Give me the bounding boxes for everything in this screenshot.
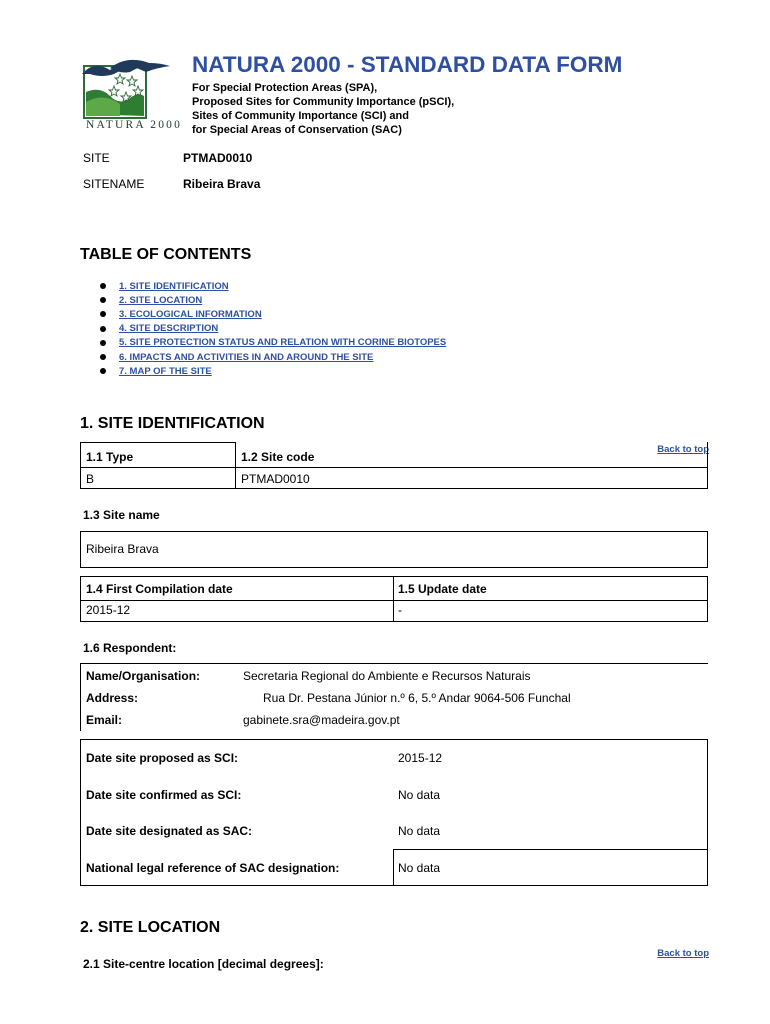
update-date-label: 1.5 Update date [398, 582, 487, 596]
back-to-top-link[interactable]: Back to top [657, 444, 709, 455]
toc-link-site-description[interactable]: 4. SITE DESCRIPTION [119, 323, 219, 335]
toc-item [100, 336, 446, 350]
toc-list [100, 279, 446, 378]
bullet-icon [100, 354, 106, 360]
organisation-label: Name/Organisation: [86, 669, 201, 683]
site-code-label: 1.2 Site code [241, 450, 315, 464]
subtitle-line: Proposed Sites for Community Importance (pSCI), [192, 96, 455, 108]
toc-link-site-location[interactable]: 2. SITE LOCATION [119, 294, 203, 306]
first-compilation-label: 1.4 First Compilation date [86, 582, 233, 596]
site-centre-label: 2.1 Site-centre location [decimal degrees]: [83, 957, 324, 971]
bullet-icon [100, 326, 106, 332]
bullet-icon [100, 311, 106, 317]
site-label: SITE [83, 151, 110, 165]
divider [80, 663, 81, 731]
proposed-sci-value: 2015-12 [398, 751, 443, 765]
subtitle-line: for Special Areas of Conservation (SAC) [192, 124, 402, 136]
legal-reference-value: No data [398, 861, 441, 875]
toc-link-map-of-site[interactable]: 7. MAP OF THE SITE [119, 365, 212, 377]
organisation-value: Secretaria Regional do Ambiente e Recursos Naturais [243, 669, 531, 683]
address-value: Rua Dr. Pestana Júnior n.º 6, 5.º Andar 9064-506 Funchal [263, 691, 571, 705]
toc-item [100, 293, 446, 307]
toc-item [100, 364, 446, 378]
legal-reference-label: National legal reference of SAC designation: [86, 861, 340, 875]
section2-heading: 2. SITE LOCATION [80, 919, 221, 936]
subtitle [192, 81, 454, 137]
divider [80, 600, 708, 601]
divider [80, 467, 708, 468]
site-value: PTMAD0010 [183, 151, 253, 165]
type-label: 1.1 Type [86, 450, 134, 464]
bullet-icon [100, 297, 106, 303]
toc-link-ecological-information[interactable]: 3. ECOLOGICAL INFORMATION [119, 308, 262, 320]
address-label: Address: [86, 691, 139, 705]
divider [80, 663, 708, 664]
divider [393, 849, 394, 886]
email-value: gabinete.sra@madeira.gov.pt [243, 713, 400, 727]
email-label: Email: [86, 713, 123, 727]
subtitle-line: Sites of Community Importance (SCI) and [192, 110, 409, 122]
bullet-icon [100, 368, 106, 374]
site-name-value: Ribeira Brava [86, 542, 159, 556]
confirmed-sci-label: Date site confirmed as SCI: [86, 788, 242, 802]
divider [80, 442, 235, 443]
site-name-label: 1.3 Site name [83, 508, 160, 522]
respondent-label: 1.6 Respondent: [83, 641, 177, 655]
sitename-value: Ribeira Brava [183, 177, 261, 191]
sitename-label: SITENAME [83, 177, 145, 191]
toc-link-impacts-activities[interactable]: 6. IMPACTS AND ACTIVITIES IN AND AROUND THE SITE [119, 351, 374, 363]
toc-item [100, 322, 446, 336]
toc-item [100, 279, 446, 293]
section1-heading: 1. SITE IDENTIFICATION [80, 415, 265, 432]
toc-link-site-identification[interactable]: 1. SITE IDENTIFICATION [119, 280, 229, 292]
designated-sac-value: No data [398, 824, 441, 838]
toc-heading: TABLE OF CONTENTS [80, 246, 252, 263]
bullet-icon [100, 283, 106, 289]
toc-item [100, 350, 446, 364]
site-name-box [80, 531, 708, 568]
divider [235, 442, 236, 489]
type-code-table [80, 442, 708, 489]
page-title: NATURA 2000 - STANDARD DATA FORM [192, 52, 623, 77]
toc-link-site-protection[interactable]: 5. SITE PROTECTION STATUS AND RELATION WITH CORINE BIOTOPES [119, 337, 447, 349]
proposed-sci-label: Date site proposed as SCI: [86, 751, 239, 765]
back-to-top-link[interactable]: Back to top [657, 948, 709, 959]
toc-item [100, 307, 446, 321]
site-code-value: PTMAD0010 [241, 472, 310, 486]
first-compilation-value: 2015-12 [86, 603, 131, 617]
confirmed-sci-value: No data [398, 788, 441, 802]
divider [393, 576, 394, 622]
type-value: B [86, 472, 95, 486]
subtitle-line: For Special Protection Areas (SPA), [192, 82, 378, 94]
bullet-icon [100, 340, 106, 346]
divider [393, 849, 708, 850]
logo-caption: NATURA 2000 [86, 119, 183, 131]
update-date-value: - [398, 603, 402, 617]
designated-sac-label: Date site designated as SAC: [86, 824, 253, 838]
